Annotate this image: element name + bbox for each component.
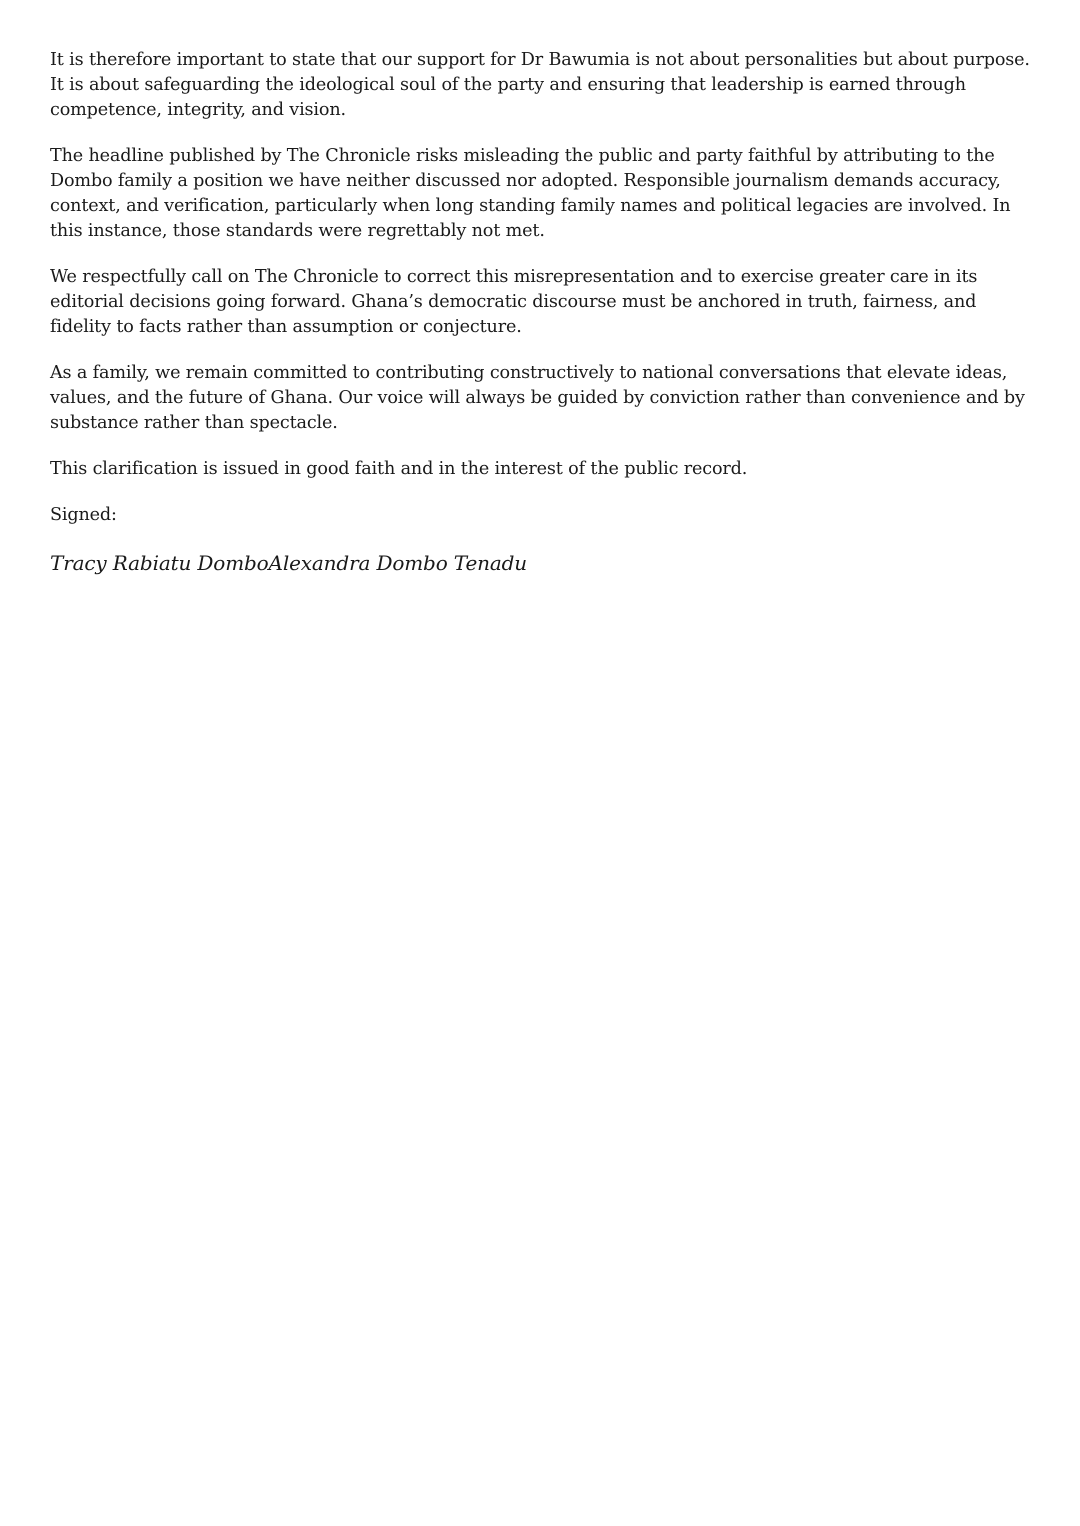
paragraph-support-purpose: It is therefore important to state that our support for Dr Bawumia is not about personalities but about purpose. It is about safeguarding the ideological soul of the party and ensuring that leadership is earned through competence, integrity, and vision. [50,50,1030,120]
document-body [50,48,1035,577]
signatories: Tracy Rabiatu DomboAlexandra Dombo Tenadu [50,551,528,575]
signed-label: Signed: [50,505,117,525]
paragraph-call-to-correct: We respectfully call on The Chronicle to correct this misrepresentation and to exercise greater care in its editorial decisions going forward. Ghana’s democratic discourse must be anchored in truth, fairness, and fidelity to facts rather than assumption or conjecture. [50,267,978,337]
paragraph-family-commitment: As a family, we remain committed to contributing constructively to national conversations that elevate ideas, values, and the future of Ghana. Our voice will always be guided by conviction rather than convenience and by substance rather than spectacle. [50,363,1025,433]
paragraph-headline-misleading: The headline published by The Chronicle risks misleading the public and party faithful by attributing to the Dombo family a position we have neither discussed nor adopted. Responsible journalism demands accuracy, context, and verification, particularly when long standing family names and political legacies are involved. In this instance, those standards were regrettably not met. [50,146,1011,241]
paragraph-clarification: This clarification is issued in good faith and in the interest of the public record. [50,459,748,479]
